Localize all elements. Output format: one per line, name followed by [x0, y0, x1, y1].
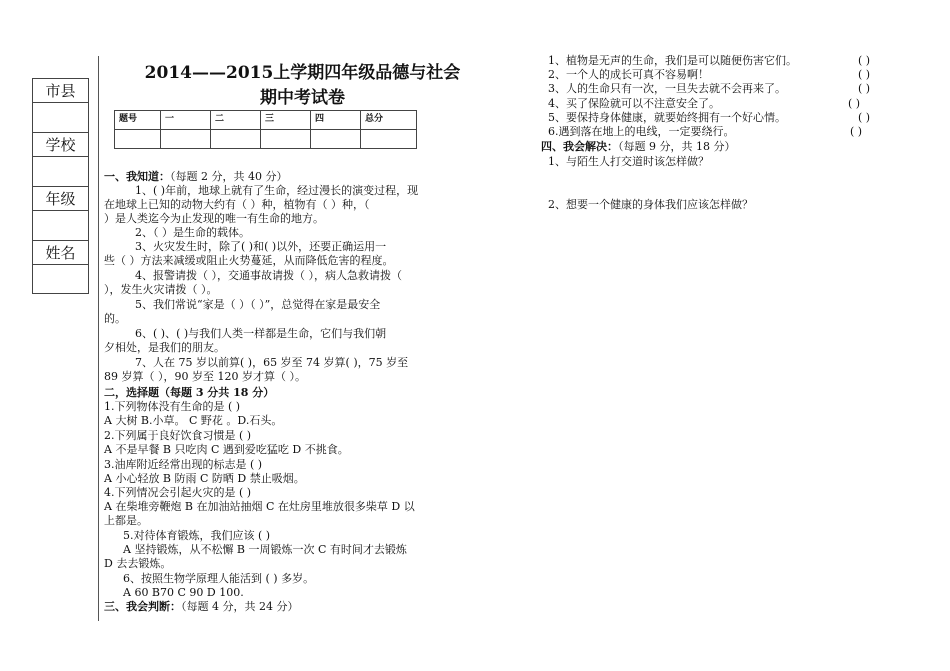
question-line: 89 岁算（ ），90 岁至 120 岁才算（ ）。: [104, 370, 306, 383]
score-table-value-row: [115, 130, 417, 149]
option-line: A 小心轻放 B 防雨 C 防晒 D 禁止吸烟。: [104, 472, 305, 485]
question-line: 5、我们常说“家是（ ）（ ）”，总觉得在家是最安全: [135, 298, 381, 311]
section4-heading: 四、我会解决：: [541, 140, 618, 153]
judge-item: 2、一个人的成长可真不容易啊！: [548, 68, 709, 81]
question-line: 6、按照生物学原理人能活到 ( ) 多岁。: [123, 572, 315, 585]
question-line: 1、( )年前，地球上就有了生命，经过漫长的演变过程，现: [135, 184, 419, 197]
answer-paren[interactable]: ( ): [858, 111, 871, 124]
question-line: 1.下列物体没有生命的是 ( ): [104, 400, 241, 413]
question-line: ），发生火灾请拨（ ）。: [104, 283, 218, 296]
answer-paren[interactable]: ( ): [858, 68, 871, 81]
exam-subtitle: 期中考试卷: [260, 88, 345, 108]
answer-paren[interactable]: ( ): [848, 97, 861, 110]
score-cell[interactable]: [211, 130, 261, 149]
label-grade: 年级: [33, 187, 88, 211]
question-line: 2、（ ）是生命的载体。: [135, 226, 250, 239]
section1-header: [104, 170, 287, 184]
question-line: 3.油库附近经常出现的标志是 ( ): [104, 458, 263, 471]
label-name: 姓名: [33, 241, 88, 265]
label-school: 学校: [33, 133, 88, 157]
score-header-cell: 三: [261, 111, 311, 130]
field-city[interactable]: [33, 103, 88, 133]
question-line: 在地球上已知的动物大约有（ ）种，植物有（ ）种，（: [104, 198, 370, 211]
score-header-cell: 二: [211, 111, 261, 130]
field-school[interactable]: [33, 157, 88, 187]
field-grade[interactable]: [33, 211, 88, 241]
answer-paren[interactable]: ( ): [858, 82, 871, 95]
exam-title: 2014——2015上学期四年级品德与社会: [144, 63, 461, 83]
label-city: 市县: [33, 79, 88, 103]
option-line: 上都是。: [104, 514, 148, 527]
section3-header: [104, 600, 298, 614]
score-cell[interactable]: [311, 130, 361, 149]
field-name[interactable]: [33, 265, 88, 295]
question-line: 些（ ）方法来减缓或阻止火势蔓延，从而降低危害的程度。: [104, 254, 394, 267]
section3-heading: 三、我会判断：: [104, 600, 181, 613]
judge-item: 3、人的生命只有一次，一旦失去就不会再来了。: [548, 82, 786, 95]
judge-item: 4、买了保险就可以不注意安全了。: [548, 97, 720, 110]
section2-heading: 二，选择题（每题 3 分共 18 分）: [104, 386, 275, 399]
question-line: 的。: [104, 312, 126, 325]
option-line: D 去去锻炼。: [104, 557, 172, 570]
option-line: A 大树 B.小草。 C 野花 。D.石头。: [104, 414, 283, 427]
question-line: 7、人在 75 岁以前算( )，65 岁至 74 岁算( )，75 岁至: [135, 356, 409, 369]
section1-note: （每题 2 分，共 40 分）: [170, 170, 288, 183]
question-line: 4.下列情况会引起火灾的是 ( ): [104, 486, 252, 499]
question-line: 3、火灾发生时，除了( )和( )以外，还要正确运用一: [135, 240, 387, 253]
score-cell[interactable]: [115, 130, 161, 149]
score-cell[interactable]: [161, 130, 211, 149]
score-table-header-row: [115, 111, 417, 130]
question-line: 5.对待体育锻炼，我们应该 ( ): [123, 529, 271, 542]
question-line: 4、报警请拨（ ），交通事故请拨（ ），病人急救请拨（: [135, 269, 402, 282]
score-header-cell: 总分: [361, 111, 417, 130]
option-line: A 不是早餐 B 只吃肉 C 遇到爱吃猛吃 D 不挑食。: [104, 443, 349, 456]
option-line: A 坚持锻炼，从不松懈 B 一周锻炼一次 C 有时间才去锻炼: [123, 543, 407, 556]
question-line: 夕相处，是我们的朋友。: [104, 341, 225, 354]
section4-header: [541, 140, 735, 154]
score-header-cell: 题号: [115, 111, 161, 130]
judge-item: 6.遇到落在地上的电线，一定要绕行。: [548, 125, 735, 138]
judge-item: 1、植物是无声的生命，我们是可以随便伤害它们。: [548, 54, 797, 67]
student-info-box: [32, 78, 89, 294]
score-header-cell: 四: [311, 111, 361, 130]
question-line: 2.下列属于良好饮食习惯是 ( ): [104, 429, 252, 442]
solve-question: 2、想要一个健康的身体我们应该怎样做？: [548, 198, 753, 211]
option-line: A 在柴堆旁鞭炮 B 在加油站抽烟 C 在灶房里堆放很多柴草 D 以: [104, 500, 415, 513]
section4-note: （每题 9 分，共 18 分）: [618, 140, 736, 153]
question-line: ）是人类迄今为止发现的唯一有生命的地方。: [104, 212, 324, 225]
answer-paren[interactable]: ( ): [850, 125, 863, 138]
solve-question: 1、与陌生人打交道时该怎样做？: [548, 155, 709, 168]
score-header-cell: 一: [161, 111, 211, 130]
score-cell[interactable]: [261, 130, 311, 149]
binding-line: [98, 56, 99, 621]
answer-paren[interactable]: ( ): [858, 54, 871, 67]
option-line: A 60 B70 C 90 D 100.: [123, 586, 244, 599]
section3-note: （每题 4 分，共 24 分）: [181, 600, 299, 613]
section1-heading: 一、我知道：: [104, 170, 170, 183]
score-cell[interactable]: [361, 130, 417, 149]
score-table: [114, 110, 417, 149]
judge-item: 5、要保持身体健康，就要始终拥有一个好心情。: [548, 111, 786, 124]
question-line: 6、( )、( )与我们人类一样都是生命，它们与我们朝: [135, 327, 387, 340]
